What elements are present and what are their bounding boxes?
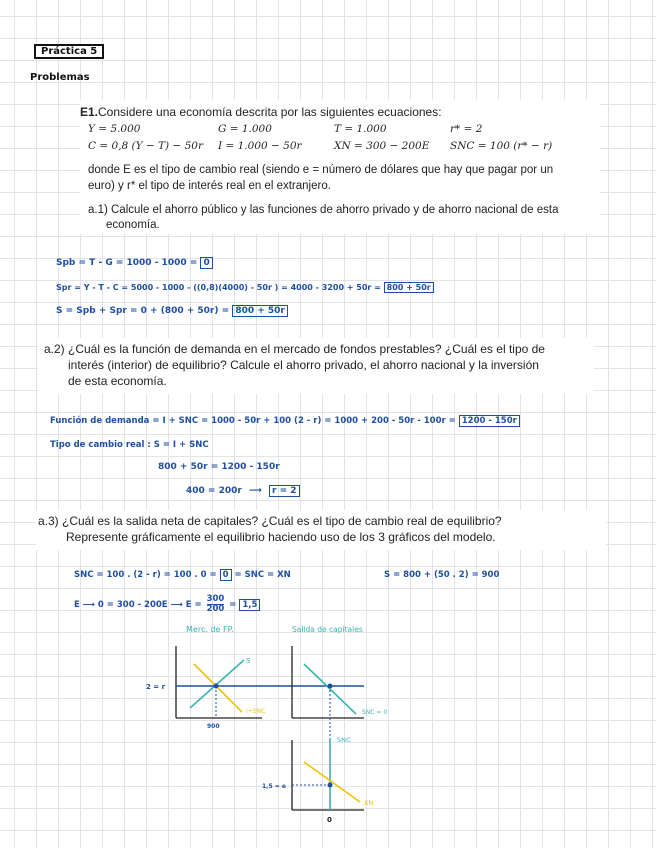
lf-demand-label: I+SNC bbox=[246, 708, 266, 715]
lf-x-label: 900 bbox=[207, 723, 220, 730]
question-a1-line-1: a.1) Calcule el ahorro público y las funciones de ahorro privado y de ahorro nacional de esta bbox=[88, 204, 559, 216]
graph-title-capital-outflow: Salida de capitales bbox=[292, 625, 363, 634]
lf-s-label: S bbox=[246, 657, 251, 665]
e-expression: E ⟶ 0 = 300 - 200E ⟶ E = bbox=[74, 600, 202, 610]
co-snc-label: SNC = 0 bbox=[362, 709, 388, 716]
nx-xn-curve bbox=[304, 762, 360, 802]
spr-expression: Spr = Y - T - C = 5000 - 1000 - ((0,8)(4000) - 50r ) = 4000 - 3200 + 50r = bbox=[56, 283, 381, 292]
step-2-result: r = 2 bbox=[269, 485, 300, 497]
spub-expression: Spb = T - G = 1000 - 1000 = bbox=[56, 258, 198, 268]
snc-expression: SNC = 100 . (2 - r) = 100 . 0 = bbox=[74, 570, 217, 580]
demand-label: Función de demanda = bbox=[50, 416, 160, 426]
demand-result: 1200 - 150r bbox=[459, 415, 520, 427]
nx-e-label: 1,5 = e bbox=[262, 783, 286, 790]
equilibrium-expression: S = I + SNC bbox=[153, 440, 209, 450]
note-line-2: euro) y r* el tipo de interés real en el extranjero. bbox=[88, 180, 331, 192]
question-a2-line-2: interés (interior) de equilibrio? Calcule el ahorro privado, el ahorro nacional y la inversión bbox=[68, 358, 539, 372]
eq-t: T = 1.000 bbox=[334, 123, 387, 135]
eq-xn: XN = 300 − 200E bbox=[334, 140, 430, 152]
s-result: 800 + 50r bbox=[232, 305, 288, 317]
answer-s-value: S = 800 + (50 . 2) = 900 bbox=[384, 570, 500, 580]
equilibrium-step-1: 800 + 50r = 1200 - 150r bbox=[158, 462, 280, 472]
lf-equilibrium-point bbox=[214, 684, 219, 689]
eq-c: C = 0,8 (Y − T) − 50r bbox=[88, 140, 203, 152]
e-fraction-denominator: 200 bbox=[206, 604, 225, 614]
step-2-text: 400 = 200r bbox=[186, 486, 242, 496]
arrow-right-icon: ⟶ bbox=[248, 486, 262, 496]
exercise-intro-text: Considere una economía descrita por las siguientes ecuaciones: bbox=[98, 105, 442, 119]
lf-r-label: 2 = r bbox=[146, 683, 166, 691]
exercise-label: E1. bbox=[80, 105, 99, 119]
s-expression: S = Spb + Spr = 0 + (800 + 50r) = bbox=[56, 306, 230, 316]
eq-i: I = 1.000 − 50r bbox=[218, 140, 302, 152]
graph-title-loanable-funds: Merc. de FP. bbox=[186, 625, 234, 634]
question-a1-line-2: economía. bbox=[106, 219, 160, 231]
note-line-1: donde E es el tipo de cambio real (siendo e = número de dólares que hay que pagar por un bbox=[88, 164, 554, 176]
question-a3-line-1: a.3) ¿Cuál es la salida neta de capitales? ¿Cuál es el tipo de cambio real de equilibrio? bbox=[38, 514, 502, 528]
nx-snc-label: SNC bbox=[337, 736, 351, 744]
e-result: 1,5 bbox=[239, 599, 260, 611]
nx-equilibrium-point bbox=[328, 783, 333, 788]
eq-snc: SNC = 100 (r* − r) bbox=[450, 140, 553, 152]
e-fraction-numerator: 300 bbox=[206, 594, 225, 604]
eq-g: G = 1.000 bbox=[218, 123, 272, 135]
demand-expression: I + SNC = 1000 - 50r + 100 (2 - r) = 1000 + 200 - 50r - 100r = bbox=[162, 416, 456, 426]
spr-result: 800 + 50r bbox=[384, 282, 434, 293]
answer-e: E ⟶ 0 = 300 - 200E ⟶ E = $\frac{300}{200}$ = 1,5 bbox=[74, 595, 260, 614]
eq-rstar: r* = 2 bbox=[450, 123, 483, 135]
snc-result: 0 bbox=[220, 569, 232, 581]
question-a2-line-1: a.2) ¿Cuál es la función de demanda en el mercado de fondos prestables? ¿Cuál es el tipo de bbox=[44, 342, 545, 356]
snc-tail: = SNC = XN bbox=[234, 570, 291, 580]
spub-result: 0 bbox=[200, 257, 212, 269]
equilibrium-label: Tipo de cambio real : bbox=[50, 440, 151, 450]
eq-y: Y = 5.000 bbox=[88, 123, 141, 135]
question-a3-line-2: Represente gráficamente el equilibrio haciendo uso de los 3 gráficos del modelo. bbox=[66, 530, 496, 544]
page-title: Práctica 5 bbox=[34, 44, 104, 59]
nx-zero-label: 0 bbox=[327, 816, 332, 824]
nx-xn-label: XN bbox=[364, 799, 374, 807]
section-subtitle: Problemas bbox=[30, 72, 90, 83]
question-a2-line-3: de esta economía. bbox=[68, 374, 167, 388]
lf-demand-curve bbox=[194, 664, 242, 712]
